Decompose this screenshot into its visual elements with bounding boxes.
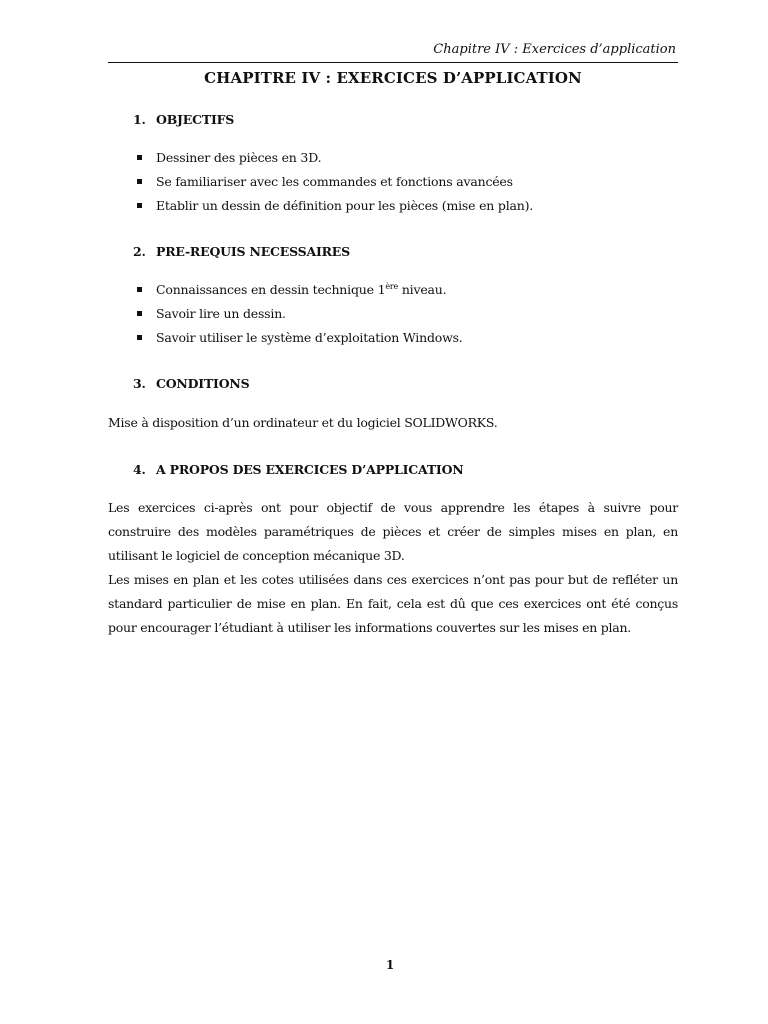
section-title: OBJECTIFS: [156, 112, 235, 127]
list-item-text: Dessiner des pièces en 3D.: [156, 150, 322, 165]
section-title: A PROPOS DES EXERCICES D’APPLICATION: [156, 462, 464, 477]
section-number: 1.: [133, 112, 146, 127]
section-heading-a-propos: [133, 461, 464, 479]
square-bullet-icon: [137, 155, 142, 160]
list-item: [137, 326, 463, 350]
body-paragraph: Les mises en plan et les cotes utilisées dans ces exercices n’ont pas pour but de refléter un standard particulier de mise en plan. En fait, cela est dû que ces exercices ont été conçus pour encourager l’étudiant à utiliser les informations couvertes sur les mises en plan.: [108, 572, 678, 635]
list-item: [137, 194, 533, 218]
list-item: [137, 146, 533, 170]
list-item: [137, 278, 463, 302]
square-bullet-icon: [137, 311, 142, 316]
section-title: CONDITIONS: [156, 376, 250, 391]
running-header: Chapitre IV : Exercices d’application: [433, 42, 676, 57]
square-bullet-icon: [137, 335, 142, 340]
section-number: 3.: [133, 376, 146, 391]
list-item-text: Se familiariser avec les commandes et fonctions avancées: [156, 174, 513, 189]
list-item-text: Savoir utiliser le système d’exploitation Windows.: [156, 330, 463, 345]
objectives-list: [137, 146, 533, 218]
square-bullet-icon: [137, 179, 142, 184]
conditions-paragraph: Mise à disposition d’un ordinateur et du logiciel SOLIDWORKS.: [108, 415, 498, 430]
list-item-text: Etablir un dessin de définition pour les pièces (mise en plan).: [156, 198, 534, 213]
list-item: [137, 302, 463, 326]
page-number: 1: [385, 958, 395, 972]
superscript: ère: [385, 282, 399, 291]
square-bullet-icon: [137, 287, 142, 292]
section-title: PRE-REQUIS NECESSAIRES: [156, 244, 350, 259]
list-item-text: niveau.: [398, 282, 447, 297]
list-item: [137, 170, 533, 194]
prerequisites-list: [137, 278, 463, 350]
section-heading-objectifs: [133, 111, 234, 129]
header-rule: [108, 62, 678, 63]
list-item-text: Savoir lire un dessin.: [156, 306, 286, 321]
list-item-text: Connaissances en dessin technique 1: [156, 282, 386, 297]
square-bullet-icon: [137, 203, 142, 208]
section-heading-prerequis: [133, 243, 350, 261]
chapter-title: CHAPITRE IV : EXERCICES D’APPLICATION: [204, 69, 582, 87]
section-number: 2.: [133, 244, 146, 259]
section-heading-conditions: [133, 375, 249, 393]
body-paragraph: Les exercices ci-après ont pour objectif de vous apprendre les étapes à suivre pour construire des modèles paramétriques de pièces et créer de simples mises en plan, en utilisant le logiciel de conception mécanique 3D.: [108, 500, 678, 563]
section-number: 4.: [133, 462, 146, 477]
